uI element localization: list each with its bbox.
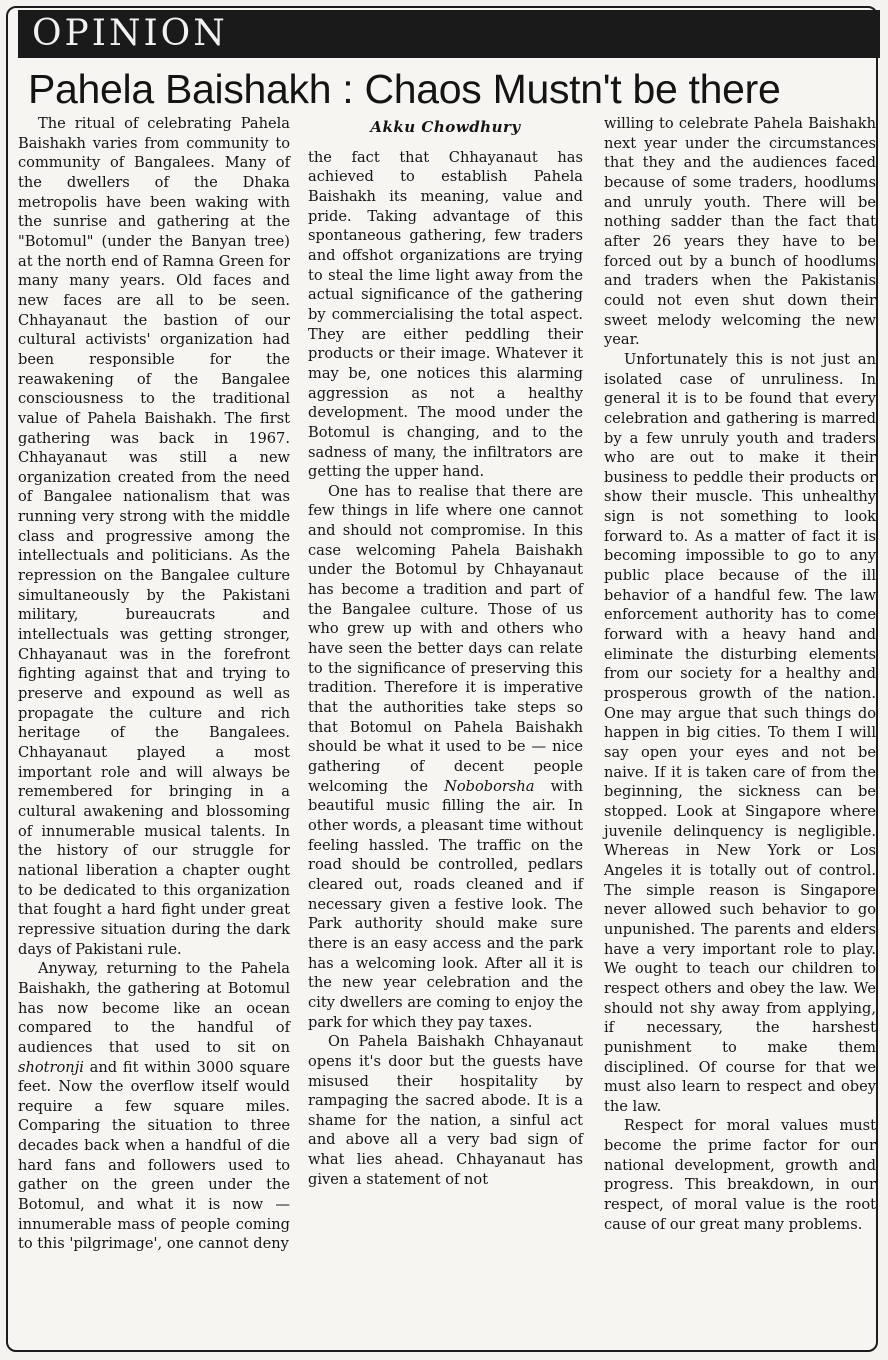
article-column-1 <box>18 114 290 1254</box>
column-2-paragraph-2: One has to realise that there are few things in life where one cannot and should not compromise. In this case welcoming Pahela Baishakh under the Botomul by Chhayanaut has become a tradition and part of the Bangalee culture. Those of us who grew up with and others who have seen the better days can relate to the significance of preserving this tradition. Therefore it is imperative that the authorities take steps so that Botomul on Pahela Baishakh should be what it used to be — nice gathering of decent people welcoming the Noboborsha with beautiful music filling the air. In other words, a pleasant time without feeling hassled. The traffic on the road should be controlled, pedlars cleared out, roads cleaned and if necessary given a festive look. The Park authority should make sure there is an easy access and the park has a welcoming look. After all it is the new year celebration and the city dwellers are coming to enjoy the park for which they pay taxes. <box>308 482 583 1031</box>
author-byline: Akku Chowdhury <box>370 118 521 136</box>
article-column-3 <box>604 114 876 1234</box>
article-column-2 <box>308 118 583 1189</box>
section-banner <box>18 10 880 58</box>
emphasis-noboborsha: Noboborsha <box>444 777 535 795</box>
column-2-paragraph-3: On Pahela Baishakh Chhayanaut opens it's door but the guests have misused their hospitality by rampaging the sacred abode. It is a shame for the nation, a sinful act and above all a very bad sign of what lies ahead. Chhayanaut has given a statement of not <box>308 1033 583 1188</box>
emphasis-shotronji: shotronji <box>18 1058 84 1076</box>
column-2-paragraph-1: the fact that Chhayanaut has achieved to establish Pahela Baishakh its meaning, value and pride. Taking advantage of this spontaneous gathering, few traders and offshot organizations are trying to steal the lime light away from the actual significance of the gathering by commercialising the total aspect. They are either peddling their products or their image. Whatever it may be, one notices this alarming aggression as not a healthy development. The mood under the Botomul is changing, and to the sadness of many, the infiltrators are getting the upper hand. <box>308 148 583 481</box>
column-3-paragraph-3: Respect for moral values must become the prime factor for our national development, growth and progress. This breakdown, in our respect, of moral value is the root cause of our great many problems. <box>604 1117 876 1233</box>
column-1-paragraph-2: Anyway, returning to the Pahela Baishakh, the gathering at Botomul has now become like an ocean compared to the handful of audiences that used to sit on shotronji and fit within 3000 square feet. Now the overflow itself would require a few square miles. Comparing the situation to three decades back when a handful of die hard fans and followers used to gather on the green under the Botomul, and what it is now — innumerable mass of people coming to this 'pilgrimage', one cannot deny <box>18 960 290 1253</box>
article-headline: Pahela Baishakh : Chaos Mustn't be there <box>28 66 781 112</box>
column-3-paragraph-1: willing to celebrate Pahela Baishakh next year under the circumstances that they and the audiences faced because of some traders, hoodlums and unruly youth. There will be nothing sadder than the fact that after 26 years they have to be forced out by a bunch of hoodlums and traders when the Pakistanis could not even shut down their sweet melody welcoming the new year. <box>604 115 876 349</box>
section-banner-label: OPINION <box>32 13 228 54</box>
column-1-paragraph-1: The ritual of celebrating Pahela Baishakh varies from community to community of Bangalees. Many of the dwellers of the Dhaka metropolis have been waking with the sunrise and gathering at the "Botomul" (under the Banyan tree) at the north end of Ramna Green for many many years. Old faces and new faces are all to be seen. Chhayanaut the bastion of our cultural activists' organization had been responsible for the reawakening of the Bangalee consciousness to the traditional value of Pahela Baishakh. The first gathering was back in 1967. Chhayanaut was still a new organization created from the need of Bangalee nationalism that was running very strong with the middle class and progressive among the intellectuals and politicians. As the repression on the Bangalee culture simultaneously by the Pakistani military, bureaucrats and intellectuals was getting stronger, Chhayanaut was in the forefront fighting against that and trying to preserve and expound as well as propagate the culture and rich heritage of the Bangalees. Chhayanaut played a most important role and will always be remembered for bringing in a cultural awakening and blossoming of innumerable musical talents. In the history of our struggle for national liberation a chapter ought to be dedicated to this organization that fought a hard fight under great repressive situation during the dark days of Pakistani rule. <box>18 115 290 958</box>
column-3-paragraph-2: Unfortunately this is not just an isolated case of unruliness. In general it is to be found that every celebration and gathering is marred by a few unruly youth and traders who are out to make it their business to peddle their products or show their muscle. This unhealthy sign is not something to look forward to. As a matter of fact it is becoming impossible to go to any public place because of the ill behavior of a handful few. The law enforcement authority has to come forward with a heavy hand and eliminate the disturbing elements from our society for a healthy and prosperous growth of the nation. One may argue that such things do happen in big cities. To them I will say open your eyes and not be naive. If it is taken care of from the beginning, the sickness can be stopped. Look at Singapore where juvenile delinquency is negligible. Whereas in New York or Los Angeles it is totally out of control. The simple reason is Singapore never allowed such behavior to go unpunished. The parents and elders have a very important role to play. We ought to teach our children to respect others and obey the law. We should not shy away from applying, if necessary, the harshest punishment to make them disciplined. Of course for that we must also learn to respect and obey the law. <box>604 350 876 1115</box>
